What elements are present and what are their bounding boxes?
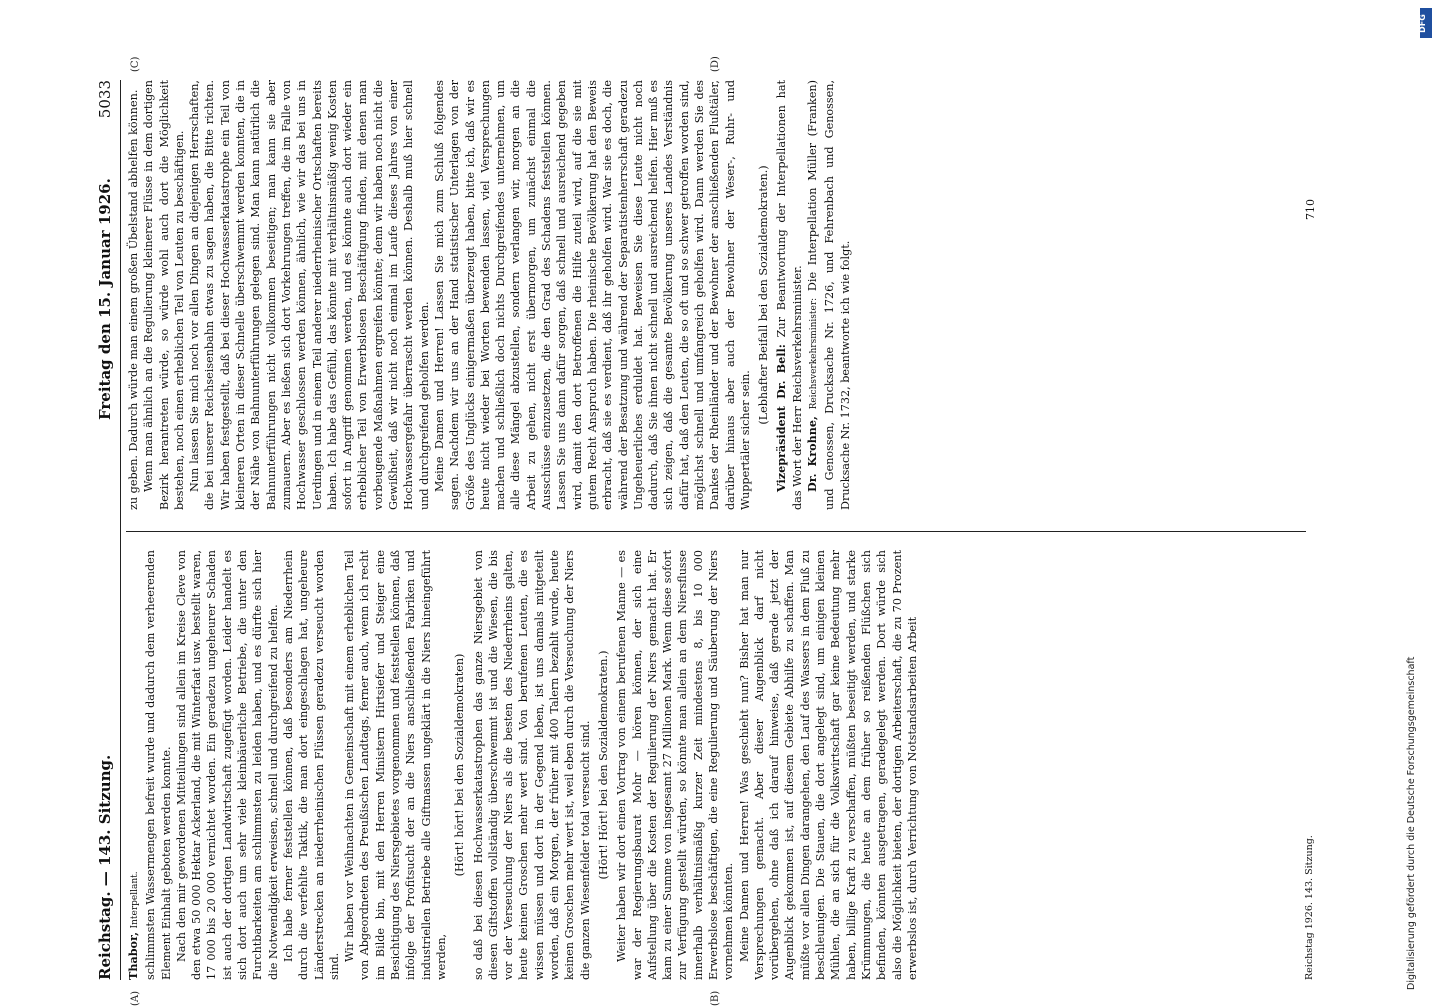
minister-statement <box>805 80 853 510</box>
speaker-role: Interpellant. <box>130 871 140 929</box>
header-session: Reichstag. — 143. Sitzung. <box>96 754 114 980</box>
paragraph: Ich habe ferner feststellen können, daß besonders am Niederrhein durch die verfehlte Taktik, die man dort eingeschlagen hat, ungeheure Länderstrecken an niederrheinischen Flüssen geradezu verseucht worden sind. <box>281 550 341 980</box>
column-divider <box>126 531 1306 532</box>
speaker-line <box>126 550 143 980</box>
page-footer: Reichstag 1926. 143. Sitzung. <box>1304 835 1315 980</box>
minister-role: Reichsverkehrsminister: <box>809 297 820 410</box>
paragraph: so daß bei diesen Hochwasserkatastrophen das ganze Niersgebiet von diesen Giftstoffen vollständig überschwemmt ist und die Wiesen, die bis vor der Verseuchung der Niers als die besten des Niederrheins galten, heute keinen Groschen mehr wert sind. Von berufenen Leuten, die es wissen müssen und dort in der Gegend leben, ist uns damals mitgeteilt worden, daß ein Morgen, der früher mit 400 Talern bezahlt wurde, heute keinen Groschen mehr wert ist, weil eben durch die Verseuchung der Niers die ganzen Wiesenfelder total verseucht sind. <box>471 550 592 980</box>
interjection: (Hört! hört! bei den Sozialdemokraten) <box>453 653 467 877</box>
right-column <box>126 80 1306 510</box>
paragraph: schlimmsten Wassermengen befreit wurde und dadurch dem verheerenden Element Einhalt geboten werden konnte. <box>144 550 173 980</box>
paragraph: Nach den mir gewordenen Mitteilungen sind allein im Kreise Cleve von den etwa 50 000 Hektar Ackerland, die mit Winterfaat usw. bestellt waren, 17 000 bis 20 000 vernichtet worden. Ein geradezu ungeheurer Schaden ist auch der dortigen Landwirtschaft zugefügt worden. Leider handelt es sich dort auch um sehr viele kleinbäuerliche Betriebe, die unter den Furchtbarkeiten am schlimmsten zu leiden haben, und es dürfte sich hier die Notwendigkeit erweisen, schnell und durchgreifend zu helfen. <box>174 550 280 980</box>
vice-president-text: Zur Beantwortung der Interpellationen hat das Wort der Herr Reichsverkehrsminister. <box>775 80 804 510</box>
signature-mark: 710 <box>1304 199 1317 220</box>
page-number: 5033 <box>96 80 114 119</box>
page-header <box>90 80 121 980</box>
digitization-note: Digitalisierung gefördert durch die Deutsche Forschungsgemeinschaft <box>1406 656 1417 990</box>
dfg-logo <box>1417 8 1432 38</box>
margin-marker-a: (A) <box>130 990 141 1006</box>
paragraph: Meine Damen und Herren! Was geschieht nun? Bisher hat man nur Versprechungen gemacht. Aber dieser Augenblick darf nicht vorübergehen, ohne daß ich darauf hinweise, daß gerade jetzt der Augenblick gekommen ist, auf diesem Gebiete Abhilfe zu schaffen. Man müßte vor allen Dingen darangehen, den Lauf des Wassers in dem Fluß zu beschleunigen. Die Stauen, die dort angelegt sind, um einigen kleinen Mühlen, die an sich für die Volkswirtschaft gar keine Bedeutung mehr haben, billige Kraft zu verschaffen, müßten beseitigt werden, und starke Krümmungen, die heute an dem früher so reißenden Flüßchen sich befinden, könnten ausgetragen, geradegelegt werden. Dort würde sich also die Möglichkeit bieten, der dortigen Arbeiterschaft, die zu 70 Prozent erwerbslos ist, durch Verrichtung von Notstandsarbeiten Arbeit <box>737 550 919 980</box>
paragraph: Nun lassen Sie mich noch vor allen Dingen an diejenigen Herrschaften, die bei unserer Reichseisenbahn etwas zu sagen haben, die Bitte richten. Wir haben festgestellt, daß bei dieser Hochwasserkatastrophe ein Teil von kleineren Orten in dieser Schnelle überschwemmt werden konnten, die in der Nähe von Bahnunterführungen gelegen sind. Man kann natürlich die Bahnunterführungen nicht vollkommen beseitigen; man kann sie aber zumauern. Aber es ließen sich dort Vorkehrungen treffen, die im Falle von Hochwasser geschlossen werden können, ähnlich, wie wir das bei uns in Uerdingen und in einem Teil anderer niederrheinischer Ortschaften bereits haben. Ich habe das Gefühl, das könnte mit verhältnismäßig wenig Kosten sofort in Angriff genommen werden, und es könnte auch dort wieder ein erheblicher Teil von Erwerbslosen Beschäftigung finden, mit denen man vorbeugende Maßnahmen ergreifen könnte; denn wir haben noch nicht die Gewißheit, daß wir nicht noch einmal im Laufe dieses Jahres von einer Hochwassergefahr überrascht werden können. Deshalb muß hier schnell und durchgreifend geholfen werden. <box>188 80 431 510</box>
paragraph: zu geben. Dadurch würde man einem großen Übelstand abhelfen können. <box>127 89 140 510</box>
paragraph: Wir haben vor Weihnachten in Gemeinschaft mit einem erheblichen Teil von Abgeordneten des Preußischen Landtags, ferner auch, wenn ich recht im Bilde bin, mit den Herren Ministern Hirtsiefer und Steiger eine Besichtigung des Niersgebietes vorgenommen und feststellen können, daß infolge der Profitsucht der an die Niers anschließenden Fabriken und industriellen Betriebe alle Giftmassen ungeklärt in die Niers hineingeführt werden, <box>343 550 448 980</box>
interjection: (Hört! Hört! bei den Sozialdemokraten.) <box>596 650 610 880</box>
paragraph: Wenn man ähnlich an die Regulierung kleinerer Flüsse in dem dortigen Bezirk herantreten würde, so würde wohl auch dort die Möglichkeit bestehen, noch einen erheblichen Teil von Leuten zu beschäftigen. <box>142 80 186 510</box>
paragraph: Weiter haben wir dort einen Vortrag von einem berufenen Manne — es war der Regierungsbaurat Mohr — hören können, der sich eine Aufstellung über die Kosten der Regulierung der Niers gemacht hat. Er kam zu einer Summe von insgesamt 27 Millionen Mark. Wenn diese sofort zur Verfügung gestellt würden, so könnte man allein an dem Niersflusse innerhalb verhältnismäßig kurzer Zeit mindestens 8, bis 10 000 Erwerbslose beschäftigen, die eine Regulierung und Säuberung der Niers vornehmen könnten. <box>615 550 736 980</box>
dfg-logo-text: DFG <box>1417 14 1427 33</box>
speaker-name: Thabor, <box>126 932 140 980</box>
vice-president-label: Vizepräsident Dr. Bell: <box>774 344 789 492</box>
minister-label: Dr. Krohne, <box>805 416 820 492</box>
paragraph: Meine Damen und Herren! Lassen Sie mich zum Schluß folgendes sagen. Nachdem wir uns an der Hand statistischer Unterlagen von der Größe des Unglücks einigermaßen überzeugt haben, bitte ich, daß wir es heute nicht wieder bei Worten bewenden lassen, viel Versprechungen machen und schließlich doch nichts Durchgreifendes unternehmen, um alle diese Mängel abzustellen, sondern verlangen wir, morgen an die Arbeit zu gehen, nicht erst übermorgen, um zunächst einmal die Ausschüsse einzusetzen, die den Grad des Schadens feststellen können. Lassen Sie uns dann dafür sorgen, daß schnell und ausreichend gegeben wird, damit den dort Betroffenen die Hilfe zuteil wird, auf die sie mit gutem Recht Anspruch haben. Die rheinische Bevölkerung hat den Beweis erbracht, daß sie es verdient, daß ihr geholfen wird. War sie es doch, die während der Besatzung und während der Separatistenherrschaft geradezu Ungeheuerliches erduldet hat. Beweisen Sie diese Leute nicht noch dadurch, daß Sie ihnen nicht schnell und ausreichend helfen. Hier muß es sich zeigen, daß die gesamte Bevölkerung unseres Landes Verständnis dafür hat, daß den Leuten, die so oft und so schwer getroffen worden sind, möglichst schnell und umfangreich geholfen wird. Dann werden Sie des Dankes der Rheinländer und der Bewohner der anschließenden Flußtäler, darüber hinaus aber auch der Bewohner der Weser-, Ruhr- und Wuppertäler sicher sein. <box>432 80 752 510</box>
left-column <box>126 550 1306 980</box>
margin-marker-c: (C) <box>130 56 141 72</box>
margin-marker-b: (B) <box>710 990 721 1006</box>
header-date: Freitag den 15. Januar 1926. <box>96 178 114 420</box>
rotated-page <box>90 56 1320 1006</box>
margin-marker-d: (D) <box>710 56 721 72</box>
minister-text: Die Interpellation Müller (Franken) und Genossen, Drucksache Nr. 1726, und Fehrenbach und Genossen, Drucksache Nr. 1732, beantworte ich wie folgt. <box>806 80 852 510</box>
applause-note: (Lebhafter Beifall bei den Sozialdemokraten.) <box>757 165 771 425</box>
vice-president-statement <box>774 80 805 510</box>
